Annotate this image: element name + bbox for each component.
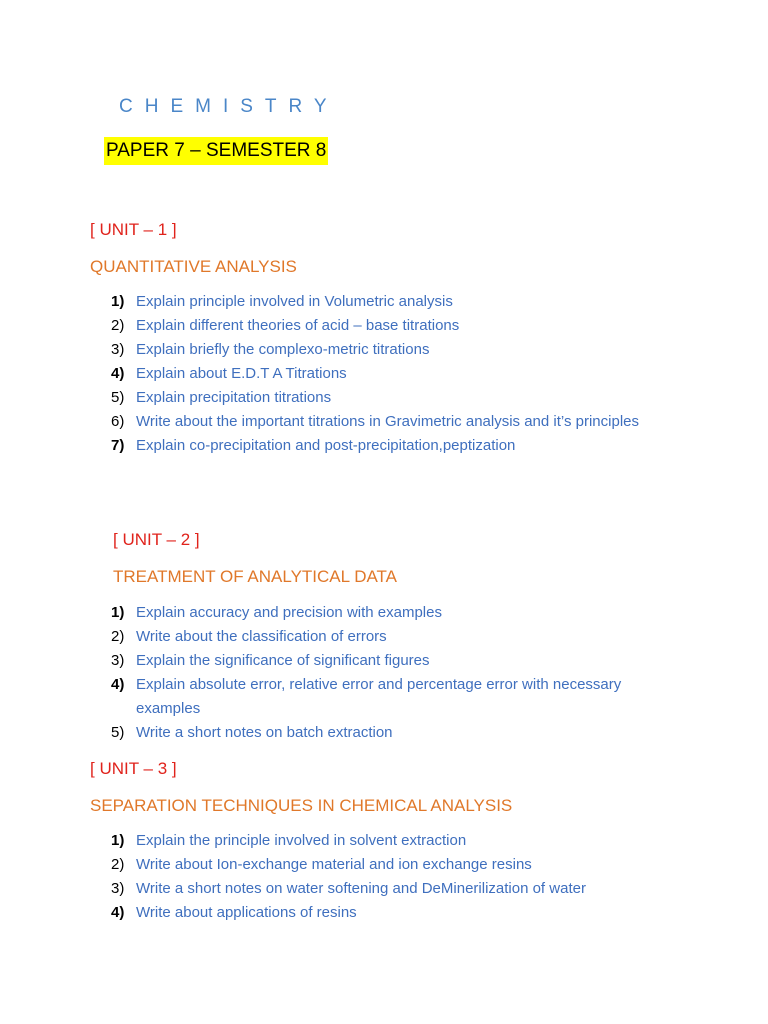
list-item bbox=[111, 853, 671, 877]
item-number: 4) bbox=[111, 365, 125, 382]
item-text: Explain co-precipitation and post-precipitation,peptization bbox=[136, 437, 516, 454]
item-number: 4) bbox=[111, 676, 125, 693]
item-text: Explain the principle involved in solvent extraction bbox=[136, 832, 467, 849]
list-item bbox=[111, 721, 671, 745]
item-text: Write a short notes on batch extraction bbox=[136, 724, 393, 741]
item-number: 3) bbox=[111, 652, 125, 669]
unit-2-heading: TREATMENT OF ANALYTICAL DATA bbox=[113, 567, 398, 586]
item-number: 2) bbox=[111, 317, 125, 334]
item-number: 5) bbox=[111, 724, 125, 741]
item-number: 6) bbox=[111, 413, 125, 430]
list-item bbox=[111, 649, 671, 673]
item-text: Explain absolute error, relative error and percentage error with necessary examples bbox=[136, 676, 622, 717]
unit-3-question-list bbox=[111, 829, 671, 925]
item-number: 3) bbox=[111, 880, 125, 897]
item-text: Explain briefly the complexo-metric titrations bbox=[136, 341, 430, 358]
page-title: CHEMISTRY bbox=[119, 96, 339, 117]
item-number: 1) bbox=[111, 604, 125, 621]
unit-1-question-list bbox=[111, 290, 671, 458]
item-number: 4) bbox=[111, 904, 125, 921]
item-text: Write about applications of resins bbox=[136, 904, 357, 921]
item-number: 2) bbox=[111, 856, 125, 873]
item-number: 3) bbox=[111, 341, 125, 358]
item-number: 5) bbox=[111, 389, 125, 406]
unit-3-label: [ UNIT – 3 ] bbox=[90, 759, 177, 778]
list-item bbox=[111, 362, 671, 386]
item-text: Explain precipitation titrations bbox=[136, 389, 332, 406]
item-number: 1) bbox=[111, 293, 125, 310]
item-text: Explain different theories of acid – base titrations bbox=[136, 317, 460, 334]
item-number: 7) bbox=[111, 437, 125, 454]
item-text: Write a short notes on water softening and DeMinerilization of water bbox=[136, 880, 586, 897]
item-text: Explain about E.D.T A Titrations bbox=[136, 365, 347, 382]
item-text: Explain the significance of significant figures bbox=[136, 652, 430, 669]
list-item bbox=[111, 290, 671, 314]
list-item bbox=[111, 601, 671, 625]
list-item bbox=[111, 829, 671, 853]
item-number: 2) bbox=[111, 628, 125, 645]
unit-2-label: [ UNIT – 2 ] bbox=[113, 530, 200, 549]
list-item bbox=[111, 625, 671, 649]
list-item bbox=[111, 410, 671, 434]
unit-1-heading: QUANTITATIVE ANALYSIS bbox=[90, 257, 297, 276]
list-item bbox=[111, 386, 671, 410]
item-text: Explain principle involved in Volumetric analysis bbox=[136, 293, 453, 310]
list-item bbox=[111, 338, 671, 362]
list-item bbox=[111, 877, 671, 901]
item-number: 1) bbox=[111, 832, 125, 849]
item-text: Write about the classification of errors bbox=[136, 628, 387, 645]
unit-3-heading: SEPARATION TECHNIQUES IN CHEMICAL ANALYSIS bbox=[90, 796, 513, 815]
unit-1-label: [ UNIT – 1 ] bbox=[90, 220, 177, 239]
unit-2-question-list bbox=[111, 601, 671, 745]
page-subtitle: PAPER 7 – SEMESTER 8 bbox=[104, 137, 328, 165]
item-text: Explain accuracy and precision with examples bbox=[136, 604, 442, 621]
list-item bbox=[111, 673, 671, 721]
list-item bbox=[111, 901, 671, 925]
list-item bbox=[111, 314, 671, 338]
item-text: Write about the important titrations in Gravimetric analysis and it’s principles bbox=[136, 413, 639, 430]
item-text: Write about Ion-exchange material and ion exchange resins bbox=[136, 856, 532, 873]
list-item bbox=[111, 434, 671, 458]
